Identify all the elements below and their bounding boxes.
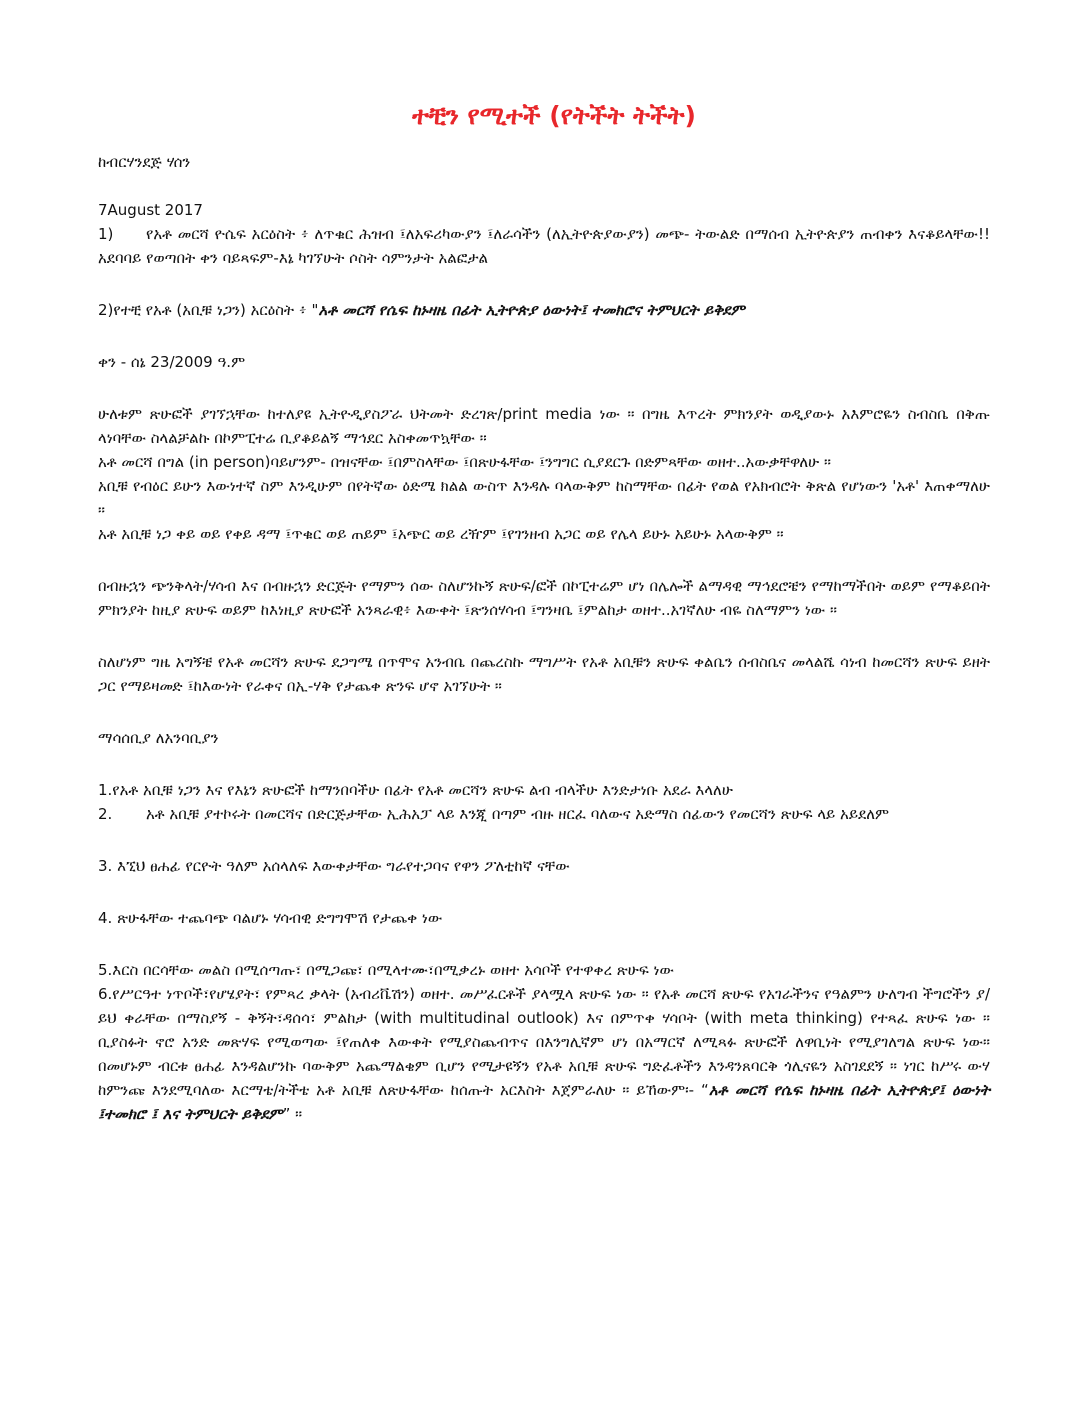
- note-6-quoted-title: አቶ መርሻ የሴፍ ከኑዛዜ በፊት ኢትዮጵያ፤ ዕውነት ፤ተመክሮ ፤ እና ትምህርት ይቅደም: [98, 1081, 990, 1123]
- note-6: [98, 982, 990, 1126]
- paragraph-a-line-3: አቢቹ የብዕር ይሁን እውነተኛ ስም እንዲሁም በየትኛው ዕድሜ ክልል ውስጥ እንዳሉ ባላውቅም ከስማቸው በፊት የወል የአክብሮት ቅጽል የሆነውን 'አቶ' እጠቀማለሁ ።: [98, 477, 990, 519]
- note-1: 1.የአቶ አቢቹ ነጋን እና የእኔን ጽሁፎች ከማንበባችሁ በፊት የአቶ መርሻን ጽሁፍ ልብ ብላችሁ እንድታነቡ አደራ እላለሁ: [98, 781, 733, 799]
- note-6-text: 6.የሥርዓተ ነጥቦች፣የሆሄያት፣ የምጻረ ቃላት (አብሪቬሽን) ወዘተ. መሥፈርቶች ያላሟላ ጽሁፍ ነው ። የአቶ መርሻ ጽሁፍ የአገራችንና የዓልምን ሁለግብ ችግሮችን ያ/ይህ ቀራቸው በማስያኝ - ቅኝት፣ዳሰሳ፣ ምልከታ (with multitudinal outlook) እና በምጥቀ ሃሳቦት (with meta thinking) የተጻፈ ጽሁፍ ነው ። ቢያስፉት ኖሮ አንድ መጽሃፍ የሚወጣው ፤የጠለቀ እውቀት የሚያስጨብጥና በእንግሊኛም ሆነ በአማርኛ ለሚጻፉ ጽሁፎች ለዋቢነት የሚያገለግል ጽሁፍ ነው። በመሆኑም ብርቱ ፀሐፊ እንዳልሆንኩ ባውቅም አጨማልቄም ቢሆን የሚታዩኝን የአቶ አቢቹ ጽሁፍ ግድፈቶችን እንዳንጸባርቅ ጎሊናዬን አስገደደኝ ። ነገር ከሥሩ ውሃ ከምንጩ እንደሚባለው እርማቴ/ትችቴ አቶ አቢቹ ለጽሁፋቸው ከሰጡት አርእስት እጀምራለሁ ። ይኸውም፡- “: [98, 985, 990, 1099]
- note-5: 5.እርስ በርሳቸው መልስ በሚሰጣጡ፣ በሚጋጩ፣ በሚላተሙ፣በሚቃረኑ ወዘተ አሳቦች የተዋቀረ ጽሁፍ ነው: [98, 961, 674, 979]
- item-1: [98, 222, 990, 270]
- item-1-text: የአቶ መርሻ ዮሴፍ አርዕስት ፥ ለጥቁር ሕዝብ ፤ለአፍሪካውያን ፤ለራሳችን (ለኢትዮጵያውያን) መጭ- ትውልድ በማሰብ ኢትዮጵያን ጠብቀን እናቆይላቸው!! አደባባይ የወጣበት ቀን ባይጻፍም-እኔ ካገኘሁት ሶስት ሳምንታት አልፎታል: [98, 225, 990, 267]
- date-2-line: ቀን - ሰኔ 23/2009 ዓ.ም: [98, 353, 246, 371]
- note-2-number: 2.: [98, 805, 113, 823]
- note-2: [98, 802, 990, 826]
- paragraph-a-line-2: አቶ መርሻ በግል (in person)ባይሆንም- በዝናቸው ፤በምስላቸው ፤በጽሁፋቸው ፤ንግግር ሲያደርጉ በድምጻቸው ወዘተ..አውቃቸዋለሁ ።: [98, 453, 831, 471]
- note-2-text: አቶ አቢቹ ያተኮሩት በመርሻና በድርጅታቸው ኢሕአፓ ላይ እንጂ በጣም ብዙ ዘርፈ ባለውና አድማስ ሰፊውን የመርሻን ጽሁፍ ላይ አይደለም: [146, 805, 890, 823]
- paragraph-c: ስለሆነም ግዜ አግኝቼ የአቶ መርሻን ጽሁፍ ደጋግሜ በጥሞና አንብቤ በጨረስኩ ማግሥት የአቶ አቢቹን ጽሁፍ ቀልቤን ሰብስቤና መላልሼ ሳነብ ከመርሻን ጽሁፍ ይዘት ጋር የማይዛመድ ፤ከእውነት የራቀና በኢ-ሃቅ የታጨቀ ጽንፍ ሆኖ አገኘሁት ።: [98, 653, 990, 695]
- author-line: ከብርሃንደጅ ሃሰን: [98, 153, 191, 171]
- date-line: 7August 2017: [98, 201, 203, 219]
- item-2: [98, 298, 990, 322]
- note-6-end: ” ።: [282, 1105, 303, 1123]
- note-4: 4. ጽሁፋቸው ተጨባጭ ባልሆኑ ሃሳብዊ ድግግሞሽ የታጨቀ ነው: [98, 909, 443, 927]
- notes-heading: ማሳሰቢያ ለአንባቢያን: [98, 729, 219, 747]
- item-1-number: 1): [98, 225, 114, 243]
- item-2-quoted-title: አቶ መርሻ የሴፍ ከኑዛዜ በፊት ኢትዮጵያ ዕውነት፤ ተመክሮና ትምህርት ይቅደም: [318, 301, 745, 319]
- paragraph-b: በብዙኋን ጭንቅላት/ሃሳብ እና በብዙኋን ድርጅት የማምን ሰው ስለሆንኩኝ ጽሁፍ/ፎች በኮፒተሬም ሆነ በሌሎች ልማዳዊ ማኅደሮቼን የማከማችበት ወይም የማቆይበት ምክንያት ከዚያ ጽሁፍ ወይም ከእነዚያ ጽሁፎች አንጻራዊ፥ እውቀት ፤ጽንሰሃሳብ ፤ግንዛቤ ፤ምልከታ ወዘተ..አገኛለሁ ብዬ ስለማምን ነው ።: [98, 577, 990, 619]
- paragraph-a-line-4: አቶ አቢቹ ነጋ ቀይ ወይ የቀይ ዳማ ፤ጥቁር ወይ ጠይም ፤አጭር ወይ ረዥም ፤የገንዘብ አጋር ወይ የሌላ ይሁኑ አይሁኑ አላውቅም ።: [98, 525, 784, 543]
- page-title: ተቺን የሚተች (የትችት ትችት): [412, 101, 696, 130]
- paragraph-a-line-1: ሁለቱም ጽሁፎች ያገኘኋቸው ከተለያዩ ኢትዮዲያስፖራ ህትመት ድረገጽ/print media ነው ። በግዜ እጥረት ምክንያት ወዲያውኑ አእምሮዬን ስብስቤ በቅጡ ላነባቸው ስላልቻልኩ በኮምፒተሬ ቢያቆይልኝ ማኅደር አስቀመጥኳቸው ።: [98, 405, 990, 447]
- document-page: [98, 96, 990, 1126]
- item-2-prefix: 2)የተቺ የአቶ (አቢቹ ነጋን) አርዕስት ፥ ": [98, 301, 319, 319]
- note-3: 3. እኚህ ፀሐፊ የርዮት ዓለም አሰላለፍ እውቀታቸው ግራየተጋባና የዋን ፖለቲከኛ ናቸው: [98, 857, 570, 875]
